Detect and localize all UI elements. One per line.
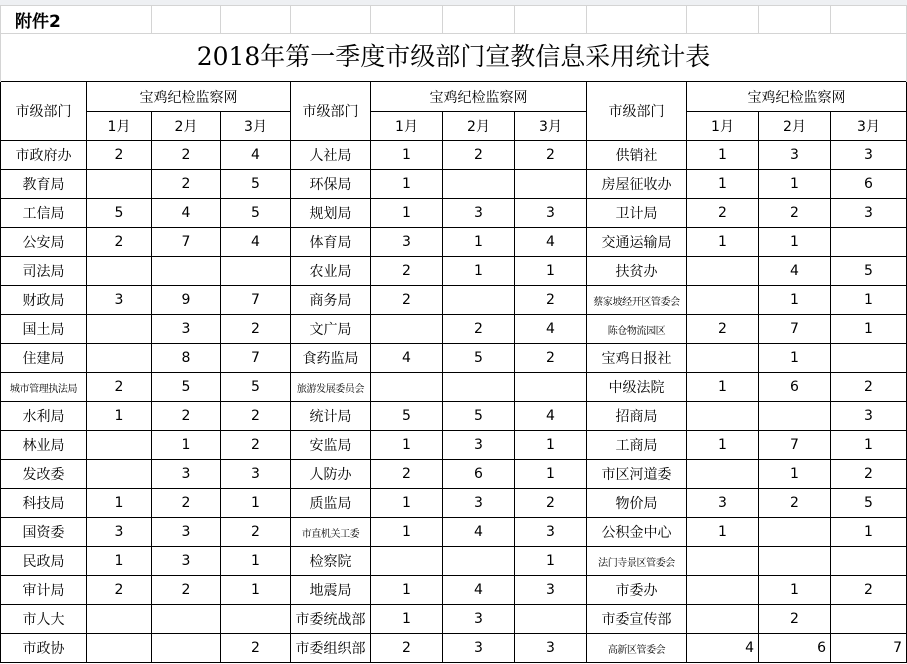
- dept-name-cell[interactable]: 教育局: [1, 170, 87, 199]
- month-value-cell[interactable]: 3: [221, 460, 291, 489]
- month-value-cell[interactable]: 2: [687, 199, 759, 228]
- table-row: [1, 634, 907, 663]
- empty-cell[interactable]: [831, 6, 907, 34]
- dept-name-cell[interactable]: 体育局: [291, 228, 371, 257]
- month-value-cell[interactable]: 3: [515, 576, 587, 605]
- month-value-cell[interactable]: 2: [759, 199, 831, 228]
- month-value-cell[interactable]: 3: [831, 199, 907, 228]
- month-value-cell[interactable]: [371, 547, 443, 576]
- dept-name-cell[interactable]: 文广局: [291, 315, 371, 344]
- month-value-cell[interactable]: 1: [759, 286, 831, 315]
- month-value-cell[interactable]: 1: [831, 518, 907, 547]
- month-value-cell[interactable]: 9: [152, 286, 221, 315]
- month-value-cell[interactable]: 7: [759, 315, 831, 344]
- month-value-cell[interactable]: 2: [87, 373, 152, 402]
- header-row-2: [1, 112, 907, 141]
- month-value-cell[interactable]: 3: [152, 547, 221, 576]
- source-header[interactable]: 宝鸡纪检监察网: [371, 82, 587, 112]
- month-value-cell[interactable]: 3: [443, 489, 515, 518]
- month-value-cell[interactable]: 2: [759, 489, 831, 518]
- month-value-cell[interactable]: 5: [152, 373, 221, 402]
- month-value-cell[interactable]: 7: [221, 286, 291, 315]
- table-row: [1, 170, 907, 199]
- month-value-cell[interactable]: 1: [443, 228, 515, 257]
- dept-name-cell[interactable]: 市委组织部: [291, 634, 371, 663]
- month-value-cell[interactable]: [371, 315, 443, 344]
- month-value-cell[interactable]: 2: [221, 402, 291, 431]
- month-value-cell[interactable]: 2: [221, 315, 291, 344]
- month-value-cell[interactable]: 3: [831, 141, 907, 170]
- month-value-cell[interactable]: 1: [371, 141, 443, 170]
- month-value-cell[interactable]: 2: [221, 518, 291, 547]
- dept-name-cell[interactable]: 陈仓物流园区: [587, 315, 687, 344]
- empty-cell[interactable]: [291, 6, 371, 34]
- month-value-cell[interactable]: 1: [687, 228, 759, 257]
- empty-cell[interactable]: [515, 6, 587, 34]
- month-value-cell[interactable]: 7: [759, 431, 831, 460]
- table-row: [1, 431, 907, 460]
- dept-name-cell[interactable]: 检察院: [291, 547, 371, 576]
- month-value-cell[interactable]: [687, 547, 759, 576]
- month-value-cell[interactable]: 7: [831, 634, 907, 663]
- dept-name-cell[interactable]: 招商局: [587, 402, 687, 431]
- month-value-cell[interactable]: 1: [371, 518, 443, 547]
- dept-name-cell[interactable]: 蔡家坡经开区管委会: [587, 286, 687, 315]
- dept-name-cell[interactable]: 食药监局: [291, 344, 371, 373]
- dept-name-cell[interactable]: 人防办: [291, 460, 371, 489]
- dept-name-cell[interactable]: 市政协: [1, 634, 87, 663]
- month-value-cell[interactable]: 2: [515, 286, 587, 315]
- dept-name-cell[interactable]: 市委宣传部: [587, 605, 687, 634]
- month-value-cell[interactable]: 3: [371, 228, 443, 257]
- dept-name-cell[interactable]: 商务局: [291, 286, 371, 315]
- month-value-cell[interactable]: 2: [221, 431, 291, 460]
- month-header[interactable]: 1月: [687, 112, 759, 141]
- empty-cell[interactable]: [443, 6, 515, 34]
- month-value-cell[interactable]: 4: [443, 518, 515, 547]
- month-value-cell[interactable]: 6: [443, 460, 515, 489]
- dept-name-cell[interactable]: 国土局: [1, 315, 87, 344]
- dept-name-cell[interactable]: 林业局: [1, 431, 87, 460]
- month-value-cell[interactable]: 1: [371, 576, 443, 605]
- table-row: [1, 286, 907, 315]
- dept-name-cell[interactable]: 统计局: [291, 402, 371, 431]
- month-value-cell[interactable]: 1: [831, 286, 907, 315]
- dept-name-cell[interactable]: 工商局: [587, 431, 687, 460]
- month-value-cell[interactable]: 1: [515, 460, 587, 489]
- month-value-cell[interactable]: [87, 344, 152, 373]
- table-row: [1, 373, 907, 402]
- month-value-cell[interactable]: [759, 547, 831, 576]
- month-value-cell[interactable]: 1: [759, 228, 831, 257]
- dept-column-header[interactable]: 市级部门: [291, 82, 371, 141]
- month-value-cell[interactable]: 2: [687, 315, 759, 344]
- source-header[interactable]: 宝鸡纪检监察网: [687, 82, 907, 112]
- month-value-cell[interactable]: 1: [759, 344, 831, 373]
- dept-name-cell[interactable]: 住建局: [1, 344, 87, 373]
- month-value-cell[interactable]: 4: [687, 634, 759, 663]
- table-row: [1, 402, 907, 431]
- dept-name-cell[interactable]: 发改委: [1, 460, 87, 489]
- month-value-cell[interactable]: 2: [443, 141, 515, 170]
- month-value-cell[interactable]: [687, 257, 759, 286]
- month-value-cell[interactable]: 1: [221, 547, 291, 576]
- dept-name-cell[interactable]: 国资委: [1, 518, 87, 547]
- month-value-cell[interactable]: 2: [443, 315, 515, 344]
- empty-cell[interactable]: [687, 6, 759, 34]
- dept-name-cell[interactable]: 公积金中心: [587, 518, 687, 547]
- month-value-cell[interactable]: 1: [515, 431, 587, 460]
- month-value-cell[interactable]: 2: [515, 489, 587, 518]
- month-value-cell[interactable]: 2: [221, 634, 291, 663]
- month-value-cell[interactable]: 2: [831, 373, 907, 402]
- month-value-cell[interactable]: [87, 431, 152, 460]
- month-value-cell[interactable]: [515, 170, 587, 199]
- month-value-cell[interactable]: 1: [371, 170, 443, 199]
- month-value-cell[interactable]: 2: [371, 460, 443, 489]
- month-value-cell[interactable]: 3: [759, 141, 831, 170]
- month-value-cell[interactable]: 3: [831, 402, 907, 431]
- month-value-cell[interactable]: 3: [443, 634, 515, 663]
- month-value-cell[interactable]: [371, 373, 443, 402]
- month-value-cell[interactable]: 4: [515, 315, 587, 344]
- month-value-cell[interactable]: [687, 344, 759, 373]
- month-value-cell[interactable]: [152, 605, 221, 634]
- month-value-cell[interactable]: 3: [87, 286, 152, 315]
- month-value-cell[interactable]: 3: [443, 431, 515, 460]
- month-value-cell[interactable]: [87, 257, 152, 286]
- month-value-cell[interactable]: [831, 228, 907, 257]
- month-value-cell[interactable]: 1: [443, 257, 515, 286]
- month-value-cell[interactable]: 3: [515, 199, 587, 228]
- month-value-cell[interactable]: 6: [759, 634, 831, 663]
- month-value-cell[interactable]: [515, 605, 587, 634]
- month-value-cell[interactable]: 4: [371, 344, 443, 373]
- month-value-cell[interactable]: 6: [831, 170, 907, 199]
- table-row: [1, 141, 907, 170]
- month-value-cell[interactable]: 3: [687, 489, 759, 518]
- month-value-cell[interactable]: 3: [443, 605, 515, 634]
- month-value-cell[interactable]: 1: [221, 489, 291, 518]
- dept-name-cell[interactable]: 市委统战部: [291, 605, 371, 634]
- dept-name-cell[interactable]: 高新区管委会: [587, 634, 687, 663]
- month-value-cell[interactable]: 1: [371, 199, 443, 228]
- month-value-cell[interactable]: 1: [87, 547, 152, 576]
- dept-name-cell[interactable]: 公安局: [1, 228, 87, 257]
- month-value-cell[interactable]: 1: [687, 141, 759, 170]
- month-value-cell[interactable]: [443, 170, 515, 199]
- dept-name-cell[interactable]: 审计局: [1, 576, 87, 605]
- table-row: [1, 344, 907, 373]
- month-value-cell[interactable]: 1: [515, 257, 587, 286]
- month-value-cell[interactable]: 2: [515, 344, 587, 373]
- dept-name-cell[interactable]: 扶贫办: [587, 257, 687, 286]
- statistics-table: [0, 5, 907, 663]
- month-value-cell[interactable]: [831, 605, 907, 634]
- month-value-cell[interactable]: [443, 373, 515, 402]
- month-value-cell[interactable]: 4: [515, 402, 587, 431]
- month-value-cell[interactable]: 4: [443, 576, 515, 605]
- month-value-cell[interactable]: 5: [221, 170, 291, 199]
- month-value-cell[interactable]: [687, 605, 759, 634]
- dept-name-cell[interactable]: 中级法院: [587, 373, 687, 402]
- source-header[interactable]: 宝鸡纪检监察网: [87, 82, 291, 112]
- month-value-cell[interactable]: 5: [221, 199, 291, 228]
- month-value-cell[interactable]: 2: [152, 141, 221, 170]
- table-row: [1, 547, 907, 576]
- dept-name-cell[interactable]: 人社局: [291, 141, 371, 170]
- month-value-cell[interactable]: 1: [687, 518, 759, 547]
- month-header[interactable]: 2月: [759, 112, 831, 141]
- month-value-cell[interactable]: 3: [152, 518, 221, 547]
- month-value-cell[interactable]: 1: [759, 460, 831, 489]
- month-value-cell[interactable]: [443, 286, 515, 315]
- month-value-cell[interactable]: 3: [443, 199, 515, 228]
- dept-name-cell[interactable]: 卫计局: [587, 199, 687, 228]
- month-value-cell[interactable]: 4: [221, 228, 291, 257]
- month-value-cell[interactable]: 1: [687, 170, 759, 199]
- month-value-cell[interactable]: [87, 170, 152, 199]
- month-value-cell[interactable]: 5: [371, 402, 443, 431]
- month-value-cell[interactable]: 4: [221, 141, 291, 170]
- month-value-cell[interactable]: 1: [759, 576, 831, 605]
- month-value-cell[interactable]: 5: [221, 373, 291, 402]
- table-row: [1, 199, 907, 228]
- month-value-cell[interactable]: 1: [87, 402, 152, 431]
- month-value-cell[interactable]: 1: [371, 431, 443, 460]
- month-value-cell[interactable]: 3: [152, 460, 221, 489]
- month-value-cell[interactable]: 2: [87, 141, 152, 170]
- dept-name-cell[interactable]: 科技局: [1, 489, 87, 518]
- dept-name-cell[interactable]: 市政府办: [1, 141, 87, 170]
- month-value-cell[interactable]: 2: [371, 257, 443, 286]
- dept-name-cell[interactable]: 农业局: [291, 257, 371, 286]
- dept-name-cell[interactable]: 质监局: [291, 489, 371, 518]
- month-value-cell[interactable]: 7: [152, 228, 221, 257]
- dept-name-cell[interactable]: 宝鸡日报社: [587, 344, 687, 373]
- dept-name-cell[interactable]: 城市管理执法局: [1, 373, 87, 402]
- dept-name-cell[interactable]: 旅游发展委员会: [291, 373, 371, 402]
- empty-cell[interactable]: [371, 6, 443, 34]
- table-row: [1, 257, 907, 286]
- header-row-1: [1, 82, 907, 112]
- dept-name-cell[interactable]: 工信局: [1, 199, 87, 228]
- month-header[interactable]: 2月: [443, 112, 515, 141]
- dept-name-cell[interactable]: 环保局: [291, 170, 371, 199]
- attachment-label[interactable]: 附件2: [1, 6, 152, 34]
- month-header[interactable]: 1月: [371, 112, 443, 141]
- month-value-cell[interactable]: 3: [515, 518, 587, 547]
- month-value-cell[interactable]: [221, 605, 291, 634]
- dept-name-cell[interactable]: 地震局: [291, 576, 371, 605]
- month-value-cell[interactable]: [87, 315, 152, 344]
- month-header[interactable]: 2月: [152, 112, 221, 141]
- month-value-cell[interactable]: [87, 605, 152, 634]
- month-value-cell[interactable]: 2: [831, 576, 907, 605]
- month-value-cell[interactable]: 3: [152, 315, 221, 344]
- month-value-cell[interactable]: 7: [221, 344, 291, 373]
- dept-name-cell[interactable]: 交通运输局: [587, 228, 687, 257]
- month-value-cell[interactable]: 5: [443, 344, 515, 373]
- month-value-cell[interactable]: 4: [152, 199, 221, 228]
- month-value-cell[interactable]: [443, 547, 515, 576]
- month-value-cell[interactable]: 1: [831, 315, 907, 344]
- month-value-cell[interactable]: 2: [152, 170, 221, 199]
- month-value-cell[interactable]: 1: [515, 547, 587, 576]
- empty-cell[interactable]: [152, 6, 221, 34]
- dept-name-cell[interactable]: 财政局: [1, 286, 87, 315]
- month-value-cell[interactable]: 2: [759, 605, 831, 634]
- month-value-cell[interactable]: 1: [87, 489, 152, 518]
- table-row: [1, 489, 907, 518]
- month-value-cell[interactable]: 1: [687, 373, 759, 402]
- month-value-cell[interactable]: 1: [371, 489, 443, 518]
- table-row: [1, 518, 907, 547]
- dept-name-cell[interactable]: 物价局: [587, 489, 687, 518]
- month-value-cell[interactable]: 2: [831, 460, 907, 489]
- dept-name-cell[interactable]: 市人大: [1, 605, 87, 634]
- dept-name-cell[interactable]: 市区河道委: [587, 460, 687, 489]
- month-value-cell[interactable]: [831, 344, 907, 373]
- month-value-cell[interactable]: [152, 257, 221, 286]
- title-row: [1, 34, 907, 77]
- table-row: [1, 605, 907, 634]
- month-header[interactable]: 1月: [87, 112, 152, 141]
- month-value-cell[interactable]: [87, 460, 152, 489]
- empty-cell[interactable]: [221, 6, 291, 34]
- dept-name-cell[interactable]: 市直机关工委: [291, 518, 371, 547]
- attachment-row: [1, 6, 907, 34]
- month-value-cell[interactable]: 3: [87, 518, 152, 547]
- month-value-cell[interactable]: [687, 402, 759, 431]
- month-value-cell[interactable]: 2: [152, 576, 221, 605]
- month-value-cell[interactable]: 1: [371, 605, 443, 634]
- month-header[interactable]: 3月: [515, 112, 587, 141]
- month-value-cell[interactable]: [687, 460, 759, 489]
- month-value-cell[interactable]: 3: [515, 634, 587, 663]
- dept-name-cell[interactable]: 安监局: [291, 431, 371, 460]
- dept-name-cell[interactable]: 供销社: [587, 141, 687, 170]
- dept-name-cell[interactable]: 市委办: [587, 576, 687, 605]
- month-value-cell[interactable]: 4: [515, 228, 587, 257]
- month-value-cell[interactable]: 5: [831, 257, 907, 286]
- month-value-cell[interactable]: 2: [152, 402, 221, 431]
- month-value-cell[interactable]: 4: [759, 257, 831, 286]
- table-row: [1, 315, 907, 344]
- month-value-cell[interactable]: [221, 257, 291, 286]
- dept-name-cell[interactable]: 房屋征收办: [587, 170, 687, 199]
- month-value-cell[interactable]: [687, 286, 759, 315]
- month-value-cell[interactable]: 2: [87, 228, 152, 257]
- month-header[interactable]: 3月: [831, 112, 907, 141]
- month-value-cell[interactable]: 5: [831, 489, 907, 518]
- month-value-cell[interactable]: 2: [371, 286, 443, 315]
- month-value-cell[interactable]: [152, 634, 221, 663]
- month-value-cell[interactable]: 6: [759, 373, 831, 402]
- month-value-cell[interactable]: 1: [759, 170, 831, 199]
- month-value-cell[interactable]: [831, 547, 907, 576]
- dept-name-cell[interactable]: 规划局: [291, 199, 371, 228]
- dept-column-header[interactable]: 市级部门: [587, 82, 687, 141]
- dept-name-cell[interactable]: 水利局: [1, 402, 87, 431]
- month-value-cell[interactable]: 2: [152, 489, 221, 518]
- dept-name-cell[interactable]: 法门寺景区管委会: [587, 547, 687, 576]
- empty-cell[interactable]: [587, 6, 687, 34]
- month-value-cell[interactable]: 5: [87, 199, 152, 228]
- month-value-cell[interactable]: [759, 402, 831, 431]
- dept-column-header[interactable]: 市级部门: [1, 82, 87, 141]
- month-value-cell[interactable]: 1: [152, 431, 221, 460]
- month-value-cell[interactable]: [759, 518, 831, 547]
- empty-cell[interactable]: [759, 6, 831, 34]
- month-value-cell[interactable]: 8: [152, 344, 221, 373]
- month-value-cell[interactable]: [87, 634, 152, 663]
- month-value-cell[interactable]: 1: [687, 431, 759, 460]
- month-header[interactable]: 3月: [221, 112, 291, 141]
- month-value-cell[interactable]: 5: [443, 402, 515, 431]
- month-value-cell[interactable]: [687, 576, 759, 605]
- month-value-cell[interactable]: [515, 373, 587, 402]
- table-row: [1, 576, 907, 605]
- month-value-cell[interactable]: 2: [371, 634, 443, 663]
- table-row: [1, 228, 907, 257]
- page-title[interactable]: 2018年第一季度市级部门宣教信息采用统计表: [1, 34, 907, 77]
- month-value-cell[interactable]: 2: [515, 141, 587, 170]
- dept-name-cell[interactable]: 民政局: [1, 547, 87, 576]
- table-row: [1, 460, 907, 489]
- month-value-cell[interactable]: 2: [87, 576, 152, 605]
- month-value-cell[interactable]: 1: [831, 431, 907, 460]
- dept-name-cell[interactable]: 司法局: [1, 257, 87, 286]
- month-value-cell[interactable]: 1: [221, 576, 291, 605]
